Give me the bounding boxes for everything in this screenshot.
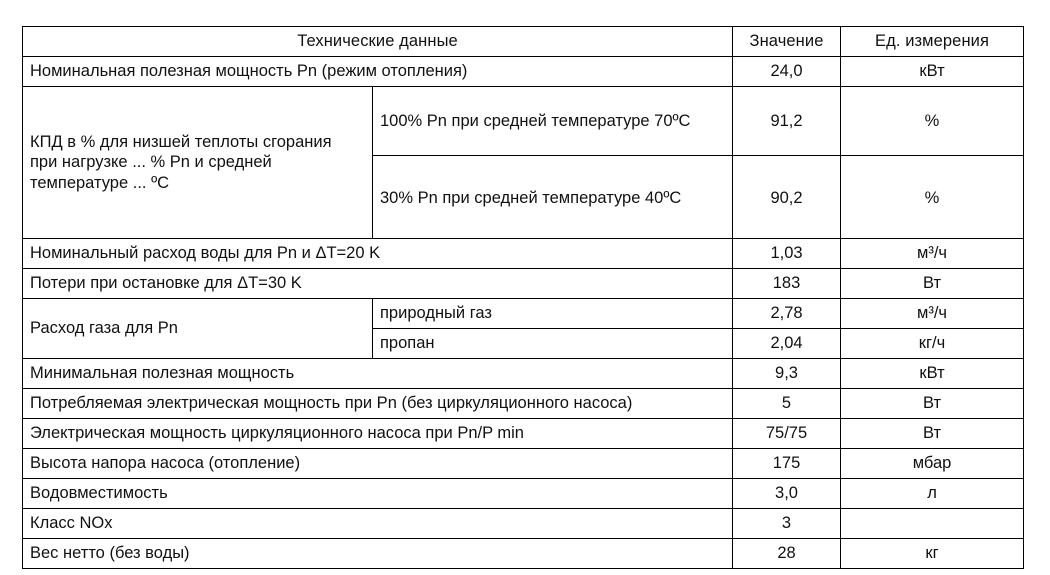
header-unit: Ед. измерения <box>841 27 1024 57</box>
header-value: Значение <box>733 27 841 57</box>
nox-class-unit <box>841 509 1024 539</box>
nominal-power-value: 24,0 <box>733 57 841 87</box>
water-capacity-description: Водовместимость <box>23 479 733 509</box>
efficiency-unit-30: % <box>841 156 1024 239</box>
pump-head-value: 175 <box>733 449 841 479</box>
table-row-pump-head <box>23 449 1024 479</box>
standby-losses-unit: Вт <box>841 269 1024 299</box>
nominal-power-description: Номинальная полезная мощность Pn (режим отопления) <box>23 57 733 87</box>
gas-unit-natural: м³/ч <box>841 299 1024 329</box>
water-flow-description: Номинальный расход воды для Pn и ΔT=20 K <box>23 239 733 269</box>
header-description: Технические данные <box>23 27 733 57</box>
pump-head-description: Высота напора насоса (отопление) <box>23 449 733 479</box>
electric-power-unit: Вт <box>841 389 1024 419</box>
table-row-electric-power <box>23 389 1024 419</box>
pump-power-value: 75/75 <box>733 419 841 449</box>
efficiency-value-30: 90,2 <box>733 156 841 239</box>
pump-power-description: Электрическая мощность циркуляционного насоса при Pn/P min <box>23 419 733 449</box>
efficiency-condition-100: 100% Pn при средней температуре 70ºC <box>373 87 733 156</box>
efficiency-label-line-3: температуре ... ºC <box>30 173 170 192</box>
net-weight-unit: кг <box>841 539 1024 569</box>
pump-power-unit: Вт <box>841 419 1024 449</box>
min-power-unit: кВт <box>841 359 1024 389</box>
table-row-water-capacity <box>23 479 1024 509</box>
table-row-nominal-power <box>23 57 1024 87</box>
table-row-net-weight <box>23 539 1024 569</box>
min-power-value: 9,3 <box>733 359 841 389</box>
nominal-power-unit: кВт <box>841 57 1024 87</box>
gas-consumption-label: Расход газа для Pn <box>23 299 373 359</box>
net-weight-description: Вес нетто (без воды) <box>23 539 733 569</box>
gas-value-natural: 2,78 <box>733 299 841 329</box>
min-power-description: Минимальная полезная мощность <box>23 359 733 389</box>
efficiency-value-100: 91,2 <box>733 87 841 156</box>
table-row-min-power <box>23 359 1024 389</box>
standby-losses-description: Потери при остановке для ΔT=30 K <box>23 269 733 299</box>
electric-power-value: 5 <box>733 389 841 419</box>
water-capacity-value: 3,0 <box>733 479 841 509</box>
standby-losses-value: 183 <box>733 269 841 299</box>
nox-class-description: Класс NOx <box>23 509 733 539</box>
net-weight-value: 28 <box>733 539 841 569</box>
table-row-nox-class <box>23 509 1024 539</box>
water-capacity-unit: л <box>841 479 1024 509</box>
nox-class-value: 3 <box>733 509 841 539</box>
gas-condition-propane: пропан <box>373 329 733 359</box>
efficiency-condition-30: 30% Pn при средней температуре 40ºC <box>373 156 733 239</box>
table-row-standby-losses <box>23 269 1024 299</box>
water-flow-unit: м³/ч <box>841 239 1024 269</box>
efficiency-label-line-1: КПД в % для низшей теплоты сгорания <box>30 132 332 151</box>
water-flow-value: 1,03 <box>733 239 841 269</box>
table-row-water-flow <box>23 239 1024 269</box>
table-row-pump-power <box>23 419 1024 449</box>
efficiency-label <box>23 87 373 239</box>
efficiency-label-line-2: при нагрузке ... % Pn и средней <box>30 153 272 172</box>
gas-unit-propane: кг/ч <box>841 329 1024 359</box>
efficiency-unit-100: % <box>841 87 1024 156</box>
gas-value-propane: 2,04 <box>733 329 841 359</box>
technical-data-table <box>22 26 1024 569</box>
table-row-gas-natural <box>23 299 1024 329</box>
gas-condition-natural: природный газ <box>373 299 733 329</box>
electric-power-description: Потребляемая электрическая мощность при Pn (без циркуляционного насоса) <box>23 389 733 419</box>
table-header-row <box>23 27 1024 57</box>
table-row-efficiency-100 <box>23 87 1024 156</box>
technical-data-sheet <box>22 26 1023 569</box>
pump-head-unit: мбар <box>841 449 1024 479</box>
